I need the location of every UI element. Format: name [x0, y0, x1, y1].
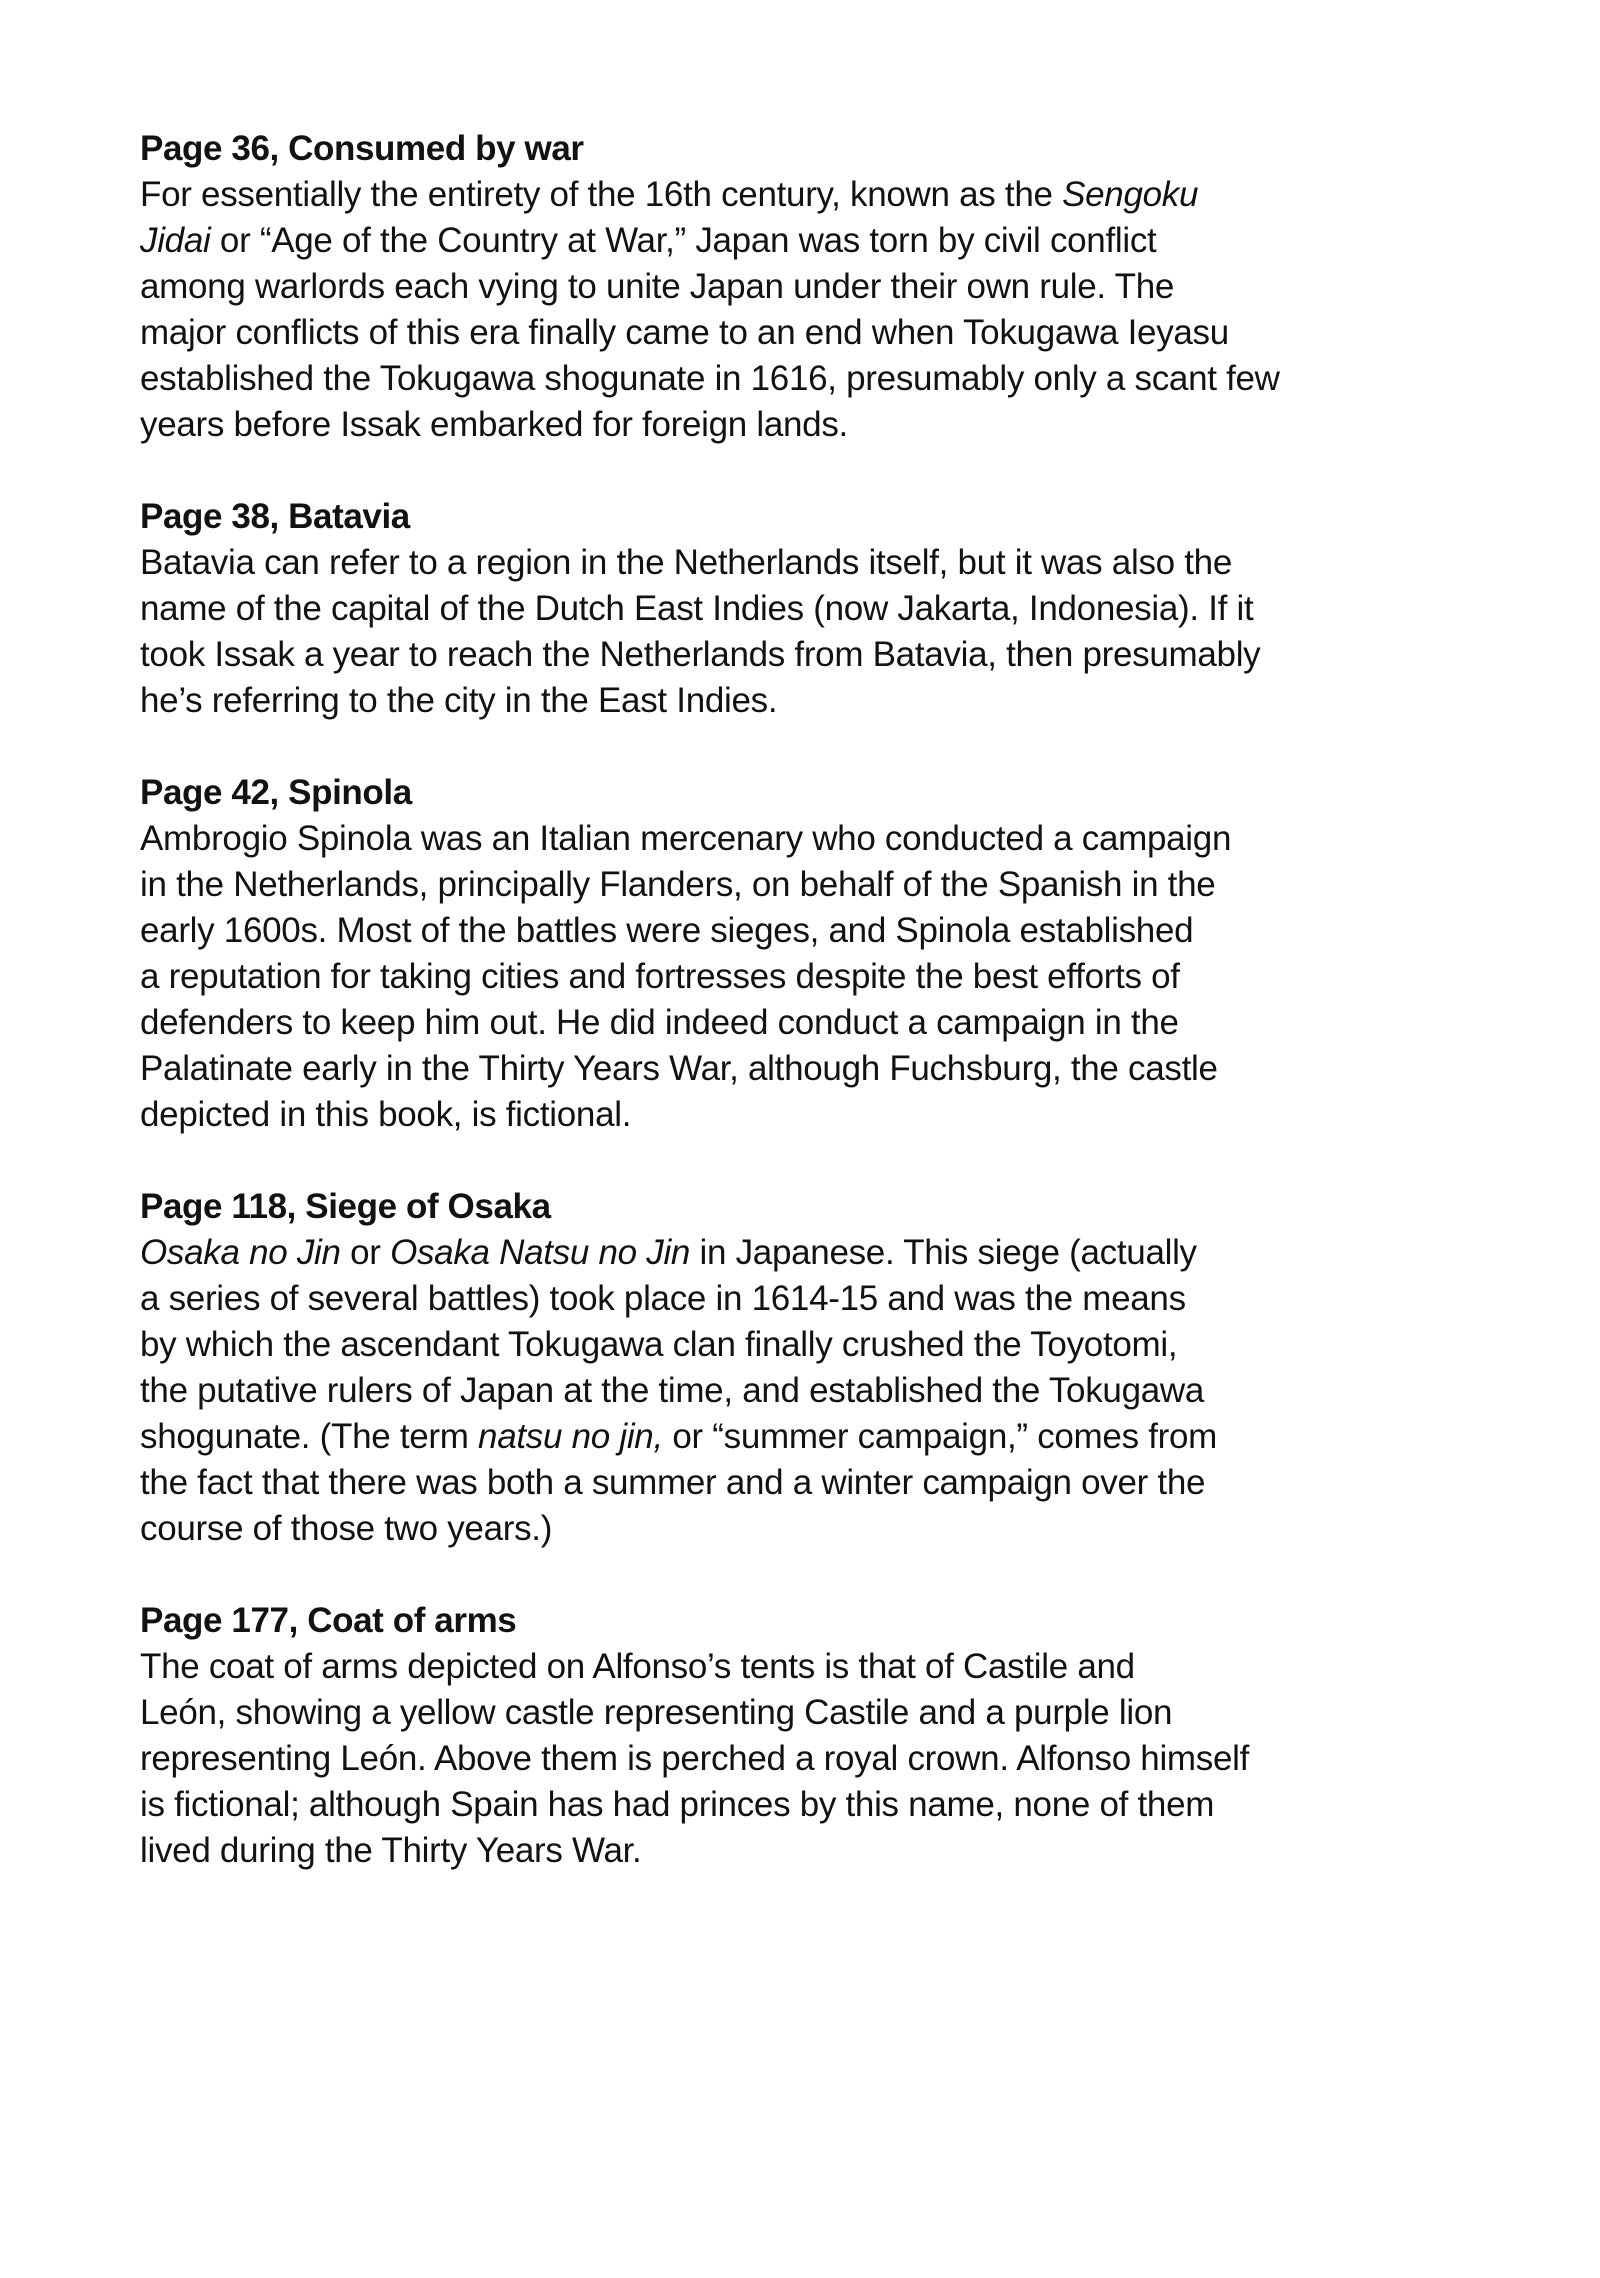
text-line	[140, 540, 1500, 586]
text-line	[140, 218, 1500, 264]
section-heading: Page 177, Coat of arms	[140, 1601, 517, 1640]
text-segment: Batavia can refer to a region in the Netherlands itself, but it was also the	[140, 543, 1232, 582]
text-segment: course of those two years.)	[140, 1509, 553, 1548]
text-segment: is fictional; although Spain has had princes by this name, none of them	[140, 1785, 1215, 1824]
text-line	[140, 586, 1500, 632]
text-line	[140, 1782, 1500, 1828]
text-segment: among warlords each vying to unite Japan under their own rule. The	[140, 267, 1175, 306]
text-line	[140, 1736, 1500, 1782]
text-line	[140, 1506, 1500, 1552]
text-line	[140, 1230, 1500, 1276]
text-segment: Ambrogio Spinola was an Italian mercenary who conducted a campaign	[140, 819, 1232, 858]
text-segment: For essentially the entirety of the 16th century, known as the	[140, 175, 1063, 214]
note-section-3	[140, 1184, 1500, 1552]
text-line	[140, 172, 1500, 218]
text-segment: name of the capital of the Dutch East Indies (now Jakarta, Indonesia). If it	[140, 589, 1254, 628]
text-segment: León, showing a yellow castle representing Castile and a purple lion	[140, 1693, 1173, 1732]
text-segment: major conflicts of this era finally came to an end when Tokugawa Ieyasu	[140, 313, 1229, 352]
text-line	[140, 1644, 1500, 1690]
text-segment: in Japanese. This siege (actually	[690, 1233, 1197, 1272]
text-segment-italic: natsu no jin,	[478, 1417, 663, 1456]
text-line	[140, 1276, 1500, 1322]
section-heading: Page 36, Consumed by war	[140, 129, 584, 168]
text-line	[140, 954, 1500, 1000]
text-segment: in the Netherlands, principally Flanders, on behalf of the Spanish in the	[140, 865, 1216, 904]
section-heading: Page 38, Batavia	[140, 497, 410, 536]
text-segment: depicted in this book, is fictional.	[140, 1095, 632, 1134]
text-segment: took Issak a year to reach the Netherlands from Batavia, then presumably	[140, 635, 1261, 674]
text-line	[140, 264, 1500, 310]
text-segment: or	[340, 1233, 391, 1272]
note-section-1	[140, 494, 1500, 724]
text-line	[140, 1460, 1500, 1506]
note-section-4	[140, 1598, 1500, 1874]
note-section-0	[140, 126, 1500, 448]
note-section-2	[140, 770, 1500, 1138]
text-segment: Palatinate early in the Thirty Years War, although Fuchsburg, the castle	[140, 1049, 1218, 1088]
text-line	[140, 1690, 1500, 1736]
text-segment: he’s referring to the city in the East Indies.	[140, 681, 778, 720]
text-segment: a series of several battles) took place in 1614-15 and was the means	[140, 1279, 1186, 1318]
text-segment: the putative rulers of Japan at the time, and established the Tokugawa	[140, 1371, 1205, 1410]
text-line	[140, 816, 1500, 862]
text-line	[140, 1368, 1500, 1414]
text-segment: or “summer campaign,” comes from	[662, 1417, 1218, 1456]
text-line	[140, 356, 1500, 402]
text-line	[140, 1092, 1500, 1138]
text-segment: lived during the Thirty Years War.	[140, 1831, 642, 1870]
text-line	[140, 632, 1500, 678]
text-segment: The coat of arms depicted on Alfonso’s tents is that of Castile and	[140, 1647, 1135, 1686]
text-line	[140, 1046, 1500, 1092]
text-segment: or “Age of the Country at War,” Japan was torn by civil conflict	[210, 221, 1157, 260]
text-line	[140, 678, 1500, 724]
text-line	[140, 1414, 1500, 1460]
section-heading: Page 118, Siege of Osaka	[140, 1187, 551, 1226]
text-segment: early 1600s. Most of the battles were sieges, and Spinola established	[140, 911, 1194, 950]
text-segment: defenders to keep him out. He did indeed conduct a campaign in the	[140, 1003, 1179, 1042]
text-segment: established the Tokugawa shogunate in 1616, presumably only a scant few	[140, 359, 1280, 398]
text-segment: the fact that there was both a summer and a winter campaign over the	[140, 1463, 1206, 1502]
text-segment-italic: Osaka Natsu no Jin	[390, 1233, 691, 1272]
text-segment-italic: Sengoku	[1062, 175, 1199, 214]
text-line	[140, 310, 1500, 356]
text-segment-italic: Osaka no Jin	[140, 1233, 341, 1272]
text-segment: a reputation for taking cities and fortresses despite the best efforts of	[140, 957, 1180, 996]
text-segment: years before Issak embarked for foreign lands.	[140, 405, 848, 444]
text-line	[140, 908, 1500, 954]
text-line	[140, 862, 1500, 908]
text-segment-italic: Jidai	[140, 221, 211, 260]
text-line	[140, 1322, 1500, 1368]
text-line	[140, 402, 1500, 448]
text-segment: shogunate. (The term	[140, 1417, 479, 1456]
text-line	[140, 1828, 1500, 1874]
text-line	[140, 1000, 1500, 1046]
text-segment: by which the ascendant Tokugawa clan finally crushed the Toyotomi,	[140, 1325, 1178, 1364]
text-segment: representing León. Above them is perched a royal crown. Alfonso himself	[140, 1739, 1250, 1778]
section-heading: Page 42, Spinola	[140, 773, 412, 812]
